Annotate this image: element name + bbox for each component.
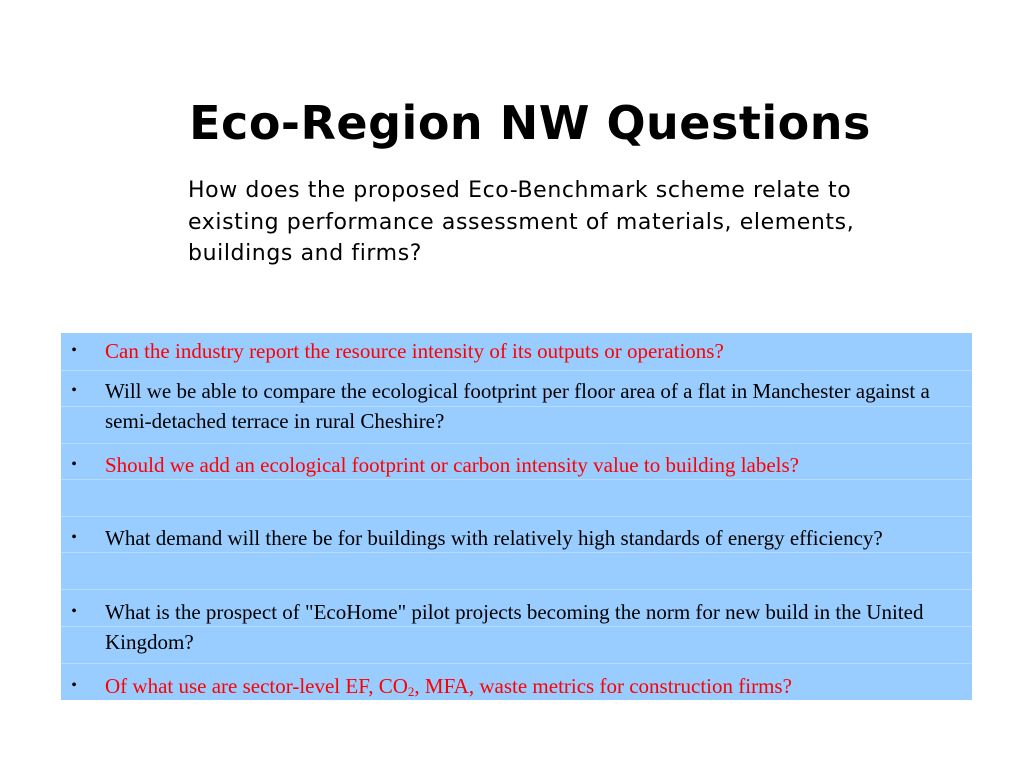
bullet-icon: •	[71, 603, 77, 620]
question-text	[105, 671, 971, 701]
slide-title: Eco-Region NW Questions	[189, 96, 871, 150]
questions-panel	[61, 333, 972, 700]
row-divider	[61, 443, 972, 444]
row-divider	[61, 516, 972, 517]
bullet-icon: •	[71, 529, 77, 546]
question-text: What demand will there be for buildings with relatively high standards of energy efficiency?	[105, 526, 883, 550]
row-divider	[61, 589, 972, 590]
intro-question: How does the proposed Eco-Benchmark scheme relate to existing performance assessment of materials, elements, buildings and firms?	[188, 178, 855, 266]
row-divider	[61, 663, 972, 664]
bullet-icon: •	[71, 677, 77, 694]
subscript-two: 2	[407, 684, 415, 699]
bullet-icon: •	[71, 456, 77, 473]
question-text: Can the industry report the resource intensity of its outputs or operations?	[105, 339, 724, 363]
question-text-part: Of what use are sector-level EF, CO	[105, 674, 408, 698]
bullet-icon: •	[71, 342, 77, 359]
question-text: What is the prospect of "EcoHome" pilot projects becoming the norm for new build in the United Kingdom?	[105, 600, 924, 654]
question-text-part: , MFA, waste metrics for construction firms?	[414, 674, 792, 698]
row-divider	[61, 370, 972, 371]
question-text: Will we be able to compare the ecological footprint per floor area of a flat in Manchester against a semi-detached terrace in rural Cheshire?	[105, 379, 930, 433]
bullet-icon: •	[71, 382, 77, 399]
question-text: Should we add an ecological footprint or carbon intensity value to building labels?	[105, 453, 799, 477]
